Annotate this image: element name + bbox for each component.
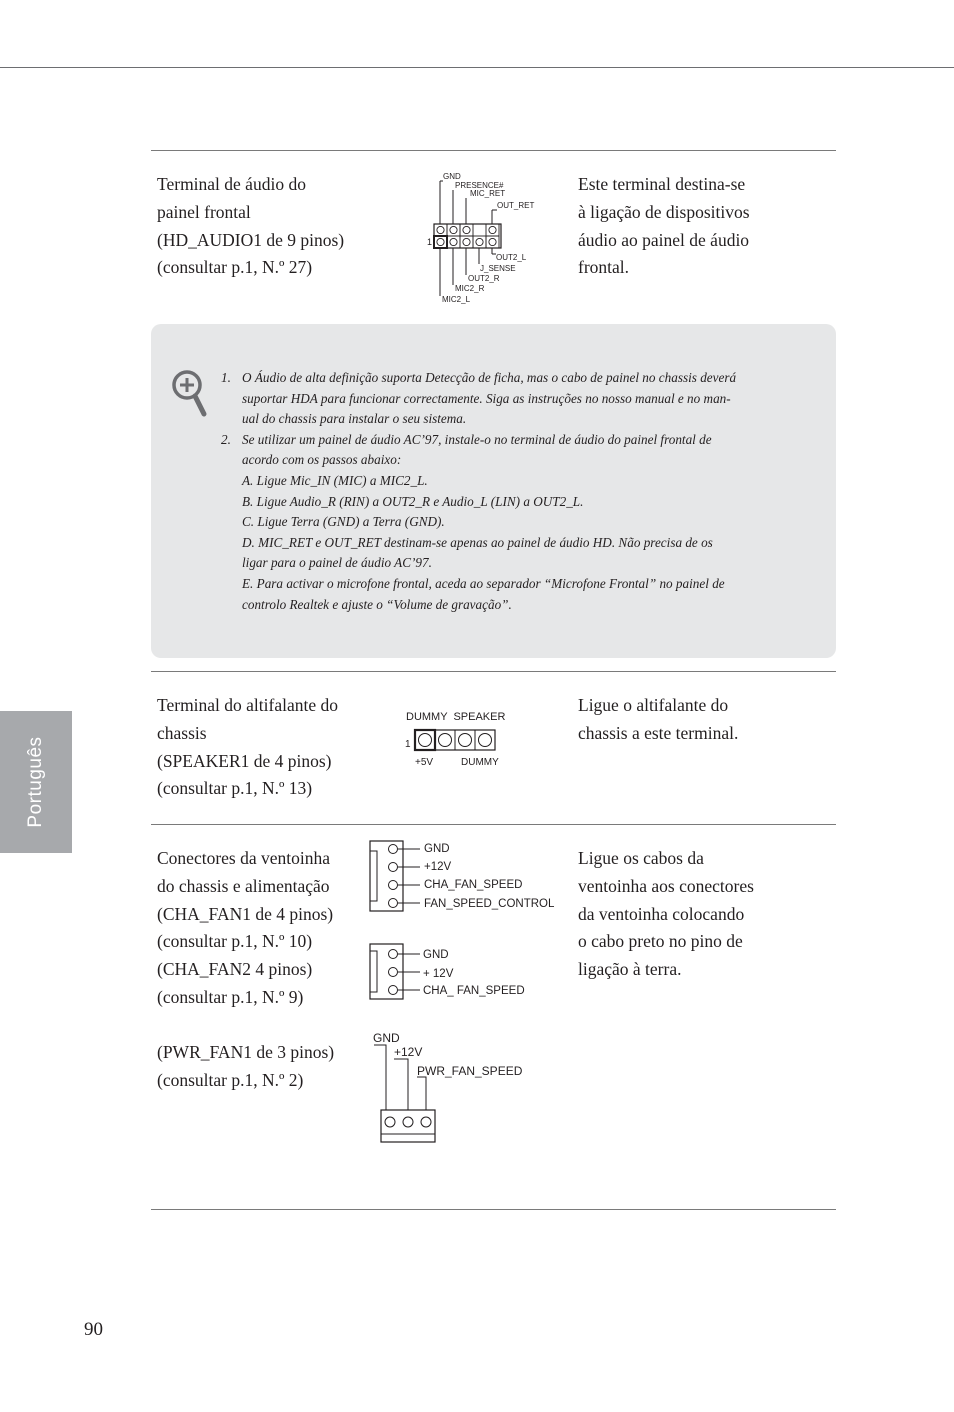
pin-label-gnd: GND	[443, 172, 461, 181]
desc-line: Terminal de áudio do	[157, 174, 306, 194]
desc-line: (consultar p.1, N.º 13)	[157, 778, 313, 799]
note-line: C. Ligue Terra (GND) a Terra (GND).	[242, 514, 445, 530]
pin-one-marker: 1	[427, 237, 433, 247]
desc-line: (SPEAKER1 de 4 pinos)	[157, 750, 332, 771]
fan-pin-12v: +12V	[394, 1045, 423, 1059]
pin-label-mic2-r: MIC2_R	[455, 284, 485, 293]
note-item	[221, 368, 791, 430]
speaker-label-dummy: DUMMY	[461, 757, 499, 768]
desc-line: (consultar p.1, N.º 9)	[157, 986, 304, 1007]
fan-pin-speed: CHA_ FAN_SPEED	[423, 985, 525, 997]
pin-label-out-ret: OUT_RET	[497, 201, 535, 210]
language-side-tab	[0, 711, 72, 853]
note-line: controlo Realtek e ajuste o “Volume de gravação”.	[242, 596, 512, 612]
info-line: da ventoinha colocando	[578, 903, 745, 924]
fan-pin-12v: + 12V	[423, 968, 454, 980]
speaker-info	[578, 692, 818, 748]
desc-line: (PWR_FAN1 de 3 pinos)	[157, 1042, 335, 1062]
pin-label-out2-l: OUT2_L	[496, 253, 527, 262]
info-line: chassis a este terminal.	[578, 722, 739, 743]
section-divider-top	[151, 150, 836, 151]
info-line: ligação à terra.	[578, 959, 682, 980]
desc-line: do chassis e alimentação	[157, 875, 330, 896]
fan-pin-speed: CHA_FAN_SPEED	[424, 879, 523, 891]
pwr-fan-description	[157, 1039, 387, 1095]
fan-pin-gnd: GND	[424, 843, 450, 855]
pin-label-presence: PRESENCE#	[455, 181, 504, 190]
desc-line: (consultar p.1, N.º 10)	[157, 931, 313, 952]
cha-fan2-pin-diagram	[366, 941, 566, 1003]
note-line: D. MIC_RET e OUT_RET destinam-se apenas ao painel de áudio HD. Não precisa de os	[242, 534, 713, 550]
speaker-label-top: DUMMY SPEAKER	[406, 711, 506, 723]
note-line: suportar HDA para funcionar correctamente. Siga as instruções no nosso manual e no man-	[242, 390, 731, 406]
hd-audio-description	[157, 171, 387, 282]
fan-pin-speed-control: FAN_SPEED_CONTROL	[424, 898, 555, 910]
pin-one-marker: 1	[405, 739, 411, 750]
note-line: ual do chassis para instalar o seu sistema.	[242, 411, 467, 427]
hd-audio-pin-diagram	[420, 168, 550, 308]
speaker-description	[157, 692, 387, 803]
pin-label-mic2-l: MIC2_L	[442, 295, 471, 304]
note-item	[221, 430, 791, 615]
desc-line: (CHA_FAN2 4 pinos)	[157, 959, 313, 980]
note-list	[221, 368, 791, 615]
note-number: 1.	[221, 370, 231, 385]
page-number: 90	[84, 1319, 103, 1340]
cha-fan1-pin-diagram	[366, 838, 566, 916]
fan-pin-gnd: GND	[373, 1031, 400, 1045]
fans-description	[157, 845, 387, 1012]
section-divider-speaker	[151, 671, 836, 672]
note-line: A. Ligue Mic_IN (MIC) a MIC2_L.	[242, 472, 428, 488]
desc-line: painel frontal	[157, 201, 251, 222]
note-line: acordo com os passos abaixo:	[242, 452, 402, 468]
desc-line: (CHA_FAN1 de 4 pinos)	[157, 903, 334, 924]
note-line: B. Ligue Audio_R (RIN) a OUT2_R e Audio_L (LIN) a OUT2_L.	[242, 493, 584, 509]
desc-line: (HD_AUDIO1 de 9 pinos)	[157, 229, 345, 250]
note-line: ligar para o painel de áudio AC’97.	[242, 555, 432, 571]
desc-line: (consultar p.1, N.º 27)	[157, 257, 313, 278]
speaker-pin-diagram	[400, 706, 530, 772]
pwr-fan1-pin-diagram	[370, 1030, 550, 1146]
section-divider-fans	[151, 824, 836, 825]
info-line: à ligação de dispositivos	[578, 201, 750, 222]
fan-pin-gnd: GND	[423, 949, 449, 961]
fans-info	[578, 845, 818, 984]
hd-audio-info	[578, 171, 818, 282]
info-line: Ligue os cabos da	[578, 848, 704, 868]
info-line: o cabo preto no pino de	[578, 931, 743, 952]
pin-label-j-sense: J_SENSE	[480, 264, 516, 273]
note-number: 2.	[221, 431, 231, 447]
fan-pin-12v: +12V	[424, 861, 452, 873]
info-line: frontal.	[578, 257, 630, 278]
desc-line: Terminal do altifalante do	[157, 695, 338, 715]
pin-label-out2-r: OUT2_R	[468, 274, 500, 283]
info-line: Este terminal destina-se	[578, 174, 746, 194]
magnifier-icon	[170, 368, 210, 420]
note-line: E. Para activar o microfone frontal, aceda ao separador “Microfone Frontal” no painel de	[242, 575, 725, 591]
pin-label-mic-ret: MIC_RET	[470, 189, 506, 198]
info-line: ventoinha aos conectores	[578, 875, 754, 896]
info-line: Ligue o altifalante do	[578, 695, 729, 715]
info-line: áudio ao painel de áudio	[578, 229, 750, 250]
speaker-label-5v: +5V	[415, 757, 434, 768]
header-rule	[0, 67, 954, 68]
section-divider-bottom	[151, 1209, 836, 1210]
note-line: Se utilizar um painel de áudio AC’97, instale-o no terminal de áudio do painel frontal de	[242, 431, 712, 447]
desc-line: chassis	[157, 722, 207, 743]
desc-line: (consultar p.1, N.º 2)	[157, 1069, 304, 1090]
note-line: O Áudio de alta definição suporta Detecção de ficha, mas o cabo de painel no chassis deverá	[242, 370, 737, 385]
language-label: Português	[25, 736, 46, 828]
desc-line: Conectores da ventoinha	[157, 848, 331, 868]
fan-pin-speed: PWR_FAN_SPEED	[417, 1064, 523, 1078]
